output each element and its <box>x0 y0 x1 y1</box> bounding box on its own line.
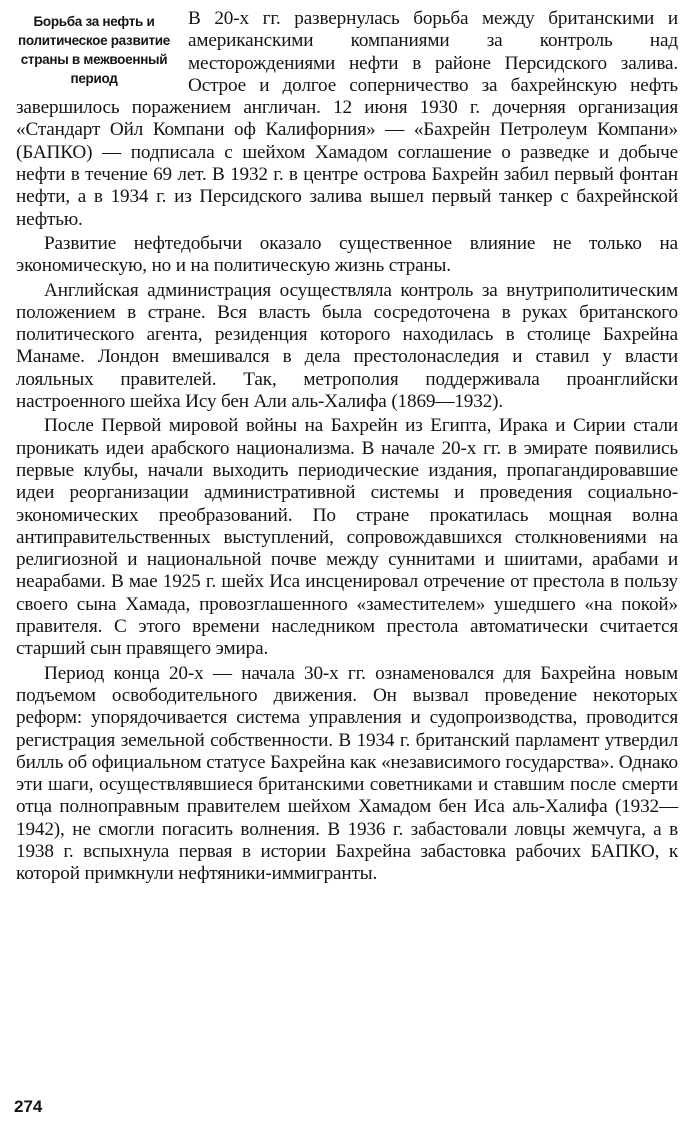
page-number: 274 <box>14 1097 43 1116</box>
paragraph-arab-nationalism: После Первой мировой войны на Бахрейн из Египта, Ирака и Сирии стали проникать идеи арабского национализма. В начале 20-х гг. в эмирате появились первые клубы, начали выходить периодические издания, пропагандировавшие идеи реорганизации административной системы и проведения социально-экономических преобразований. По стране прокатилась мощная волна антиправительственных выступлений, сопровождавшихся столкновениями на религиозной и национальной почве между суннитами и шиитами, арабами и неарабами. В мае 1925 г. шейх Иса инсценировал отречение от престола в пользу своего сына Хамада, провозглашенного «заместителем» ушедшего «на покой» правителя. С этого времени наследником престола автоматически считается старший сын правящего эмира. <box>16 415 678 660</box>
side-heading: Борьба за нефть и политическое развитие страны в межвоенный период <box>18 14 170 86</box>
page-body <box>16 8 678 886</box>
paragraph-british-administration: Английская администрация осуществляла контроль за внутриполитическим положением в стране. Вся власть была сосредоточена в руках британского политического агента, резиденция которого находилась в столице Бахрейна Манаме. Лондон вмешивался в дела престолонаследия и ставил у власти лояльных правителей. Так, метрополия поддерживала проанглийски настроенного шейха Ису бен Али аль-Халифа (1869—1932). <box>16 279 678 413</box>
paragraph-oil-influence: Развитие нефтедобычи оказало существенное влияние не только на экономическую, но и на политическую жизнь страны. <box>16 232 678 277</box>
paragraph-liberation-movement: Период конца 20-х — начала 30-х гг. ознаменовался для Бахрейна новым подъемом освободительного движения. Он вызвал проведение некоторых реформ: упорядочивается система управления и судопроизводства, проводится регистрация земельной собственности. В 1934 г. британский парламент утвердил билль об официальном статусе Бахрейна как «независимого государства». Однако эти шаги, осуществлявшиеся британскими советниками и ставшим после смерти отца полноправным правителем шейхом Хамадом бен Иса аль-Халифа (1932—1942), не смогли погасить волнения. В 1936 г. забастовали ловцы жемчуга, а в 1938 г. вспыхнула первая в истории Бахрейна забастовка рабочих БАПКО, к которой примкнули нефтяники-иммигранты. <box>16 662 678 885</box>
paragraph-oil-struggle: В 20-х гг. развернулась борьба между британскими и американскими компаниями за контроль над месторождениями нефти в районе Персидского залива. Острое и долгое соперничество за бахрейнскую нефть завершилось поражением англичан. 12 июня 1930 г. дочерняя организация «Стандарт Ойл Компани оф Калифорния» — «Бахрейн Петролеум Компани» (БАПКО) — подписала с шейхом Хамадом соглашение о разведке и добыче нефти в течение 69 лет. В 1932 г. в центре острова Бахрейн забил первый фонтан нефти, а в 1934 г. из Персидского залива вышел первый танкер с бахрейнской нефтью. <box>16 8 678 230</box>
